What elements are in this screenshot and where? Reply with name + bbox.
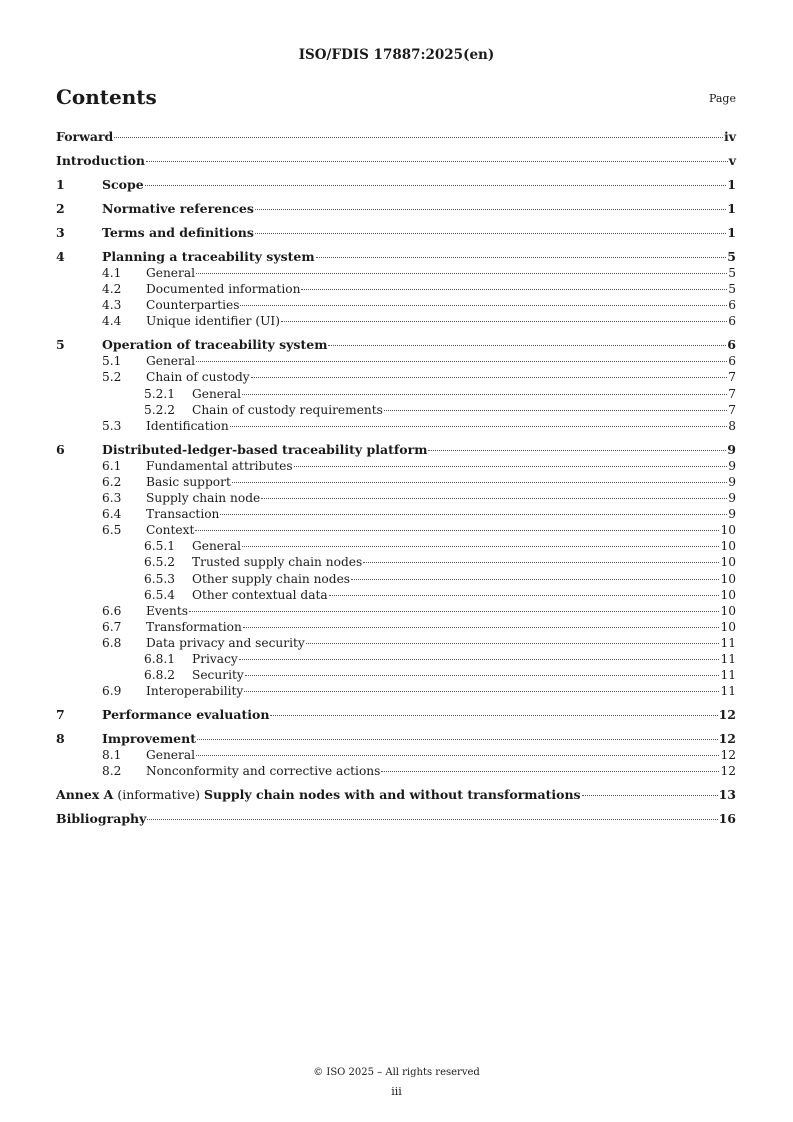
leader-dots (239, 659, 720, 660)
toc-entry-title: Identification (146, 418, 229, 433)
toc-entry-6-5-2[interactable] (56, 554, 736, 570)
annex-title: Supply chain nodes with and without transformations (204, 787, 581, 803)
toc-entry-number: 3 (56, 225, 65, 240)
toc-entry-forward[interactable] (56, 129, 736, 145)
leader-dots (301, 289, 727, 290)
toc-page-number: 5 (728, 266, 736, 280)
toc-page-number: 11 (720, 668, 736, 683)
toc-page-number: 10 (720, 603, 736, 618)
leader-dots (428, 450, 726, 451)
leader-dots (363, 562, 719, 563)
toc-entry-title: Other supply chain nodes (192, 571, 351, 586)
document-id-header: ISO/FDIS 17887:2025(en) (298, 47, 495, 63)
toc-entry-number: 6.5.1 (144, 539, 176, 554)
toc-page-number: 11 (720, 635, 736, 650)
toc-entry-title: Security (192, 668, 244, 683)
leader-dots (245, 675, 720, 676)
toc-entry-number: 5 (56, 337, 65, 353)
toc-entry-number: 5.1 (102, 354, 122, 369)
toc-entry-6-5-3[interactable] (56, 571, 736, 587)
leader-dots (281, 321, 727, 322)
toc-entry-4-2[interactable] (56, 281, 736, 297)
toc-page-number: 6 (728, 354, 736, 369)
toc-entry-number: 4.4 (102, 314, 122, 329)
toc-entry-1[interactable] (56, 177, 736, 193)
leader-dots (145, 185, 727, 186)
toc-page-number: 8 (728, 418, 736, 433)
toc-entry-6-8-2[interactable] (56, 667, 736, 683)
leader-dots (255, 209, 726, 210)
toc-entry-title: Scope (102, 177, 144, 192)
toc-page-number: 9 (728, 507, 736, 522)
toc-entry-title: Counterparties (146, 298, 240, 313)
toc-entry-title: Supply chain node (146, 491, 261, 506)
leader-dots (306, 643, 720, 644)
toc-entry-number: 6.4 (102, 507, 122, 522)
toc-page-number: 1 (727, 201, 736, 216)
toc-page-number: 10 (720, 539, 736, 554)
toc-entry-number: 6.8.1 (144, 651, 176, 666)
toc-entry-title: Introduction (56, 153, 146, 168)
toc-page-number: 10 (720, 619, 736, 634)
toc-entry-number: 6.8 (102, 635, 122, 650)
copyright-footer: © ISO 2025 – All rights reserved (313, 1067, 480, 1078)
toc-entry-4-3[interactable] (56, 297, 736, 313)
toc-entry-number: 6.9 (102, 684, 122, 699)
toc-entry-title: Normative references (102, 201, 254, 216)
toc-entry-6-5-4[interactable] (56, 587, 736, 603)
toc-entry-6-4[interactable] (56, 506, 736, 522)
leader-dots (230, 426, 728, 427)
toc-page-number: 10 (720, 587, 736, 602)
contents-heading: Contents (56, 85, 157, 109)
toc-entry-number: 8.1 (102, 748, 122, 763)
toc-page-number: 10 (720, 571, 736, 586)
leader-dots (243, 627, 720, 628)
toc-entry-6-2[interactable] (56, 474, 736, 490)
toc-page-number: 13 (718, 787, 736, 803)
toc-entry-title: Unique identifier (UI) (146, 314, 280, 329)
toc-entry-number: 5.2 (102, 370, 122, 385)
toc-entry-number: 6.8.2 (144, 668, 176, 683)
toc-entry-title: Trusted supply chain nodes (192, 555, 363, 570)
toc-entry-5-1[interactable] (56, 353, 736, 369)
toc-page-number: 9 (727, 441, 736, 457)
toc-entry-title: Improvement (102, 731, 196, 747)
toc-entry-number: 7 (56, 707, 65, 723)
toc-entry-number: 6.5.4 (144, 587, 176, 602)
page-number-footer: iii (391, 1085, 402, 1098)
toc-entry-title: Privacy (192, 651, 238, 666)
toc-entry-number: 6.3 (102, 491, 122, 506)
toc-entry-title: Other contextual data (192, 587, 328, 602)
toc-entry-title: Nonconformity and corrective actions (146, 764, 381, 779)
toc-page-number: 10 (720, 523, 736, 538)
toc-entry-title: General (146, 354, 195, 369)
toc-entry-title: Distributed-ledger-based traceability platform (102, 441, 428, 457)
toc-entry-number: 4 (56, 249, 65, 264)
toc-entry-title: General (146, 266, 195, 280)
leader-dots (220, 514, 727, 515)
toc-entry-8-2[interactable] (56, 763, 736, 779)
leader-dots (582, 795, 718, 796)
toc-entry-8[interactable] (56, 731, 736, 747)
toc-entry-title: Data privacy and security (146, 635, 305, 650)
toc-entry-title: Fundamental attributes (146, 458, 293, 473)
toc-entry-title: Planning a traceability system (102, 249, 315, 264)
toc-entry-6-6[interactable] (56, 603, 736, 619)
toc-entry-2[interactable] (56, 201, 736, 217)
toc-entry-8-1[interactable] (56, 747, 736, 763)
toc-page-number: 11 (720, 684, 736, 699)
toc-entry-number: 4.3 (102, 298, 122, 313)
toc-page-number: 12 (720, 748, 736, 763)
toc-entry-5-2[interactable] (56, 369, 736, 385)
toc-page-number: 6 (727, 337, 736, 353)
toc-entry-6-8[interactable] (56, 635, 736, 651)
toc-page-number: 1 (727, 177, 736, 192)
toc-entry-number: 1 (56, 177, 65, 192)
leader-dots (189, 611, 719, 612)
toc-page-number: 5 (727, 249, 736, 264)
leader-dots (240, 305, 727, 306)
toc-entry-title: Operation of traceability system (102, 337, 328, 353)
toc-entry-title: Forward (56, 129, 114, 144)
toc-page-number: 12 (718, 731, 736, 747)
toc-entry-number: 2 (56, 201, 65, 216)
toc-page-number: 1 (727, 225, 736, 240)
toc-entry-title: Chain of custody (146, 370, 250, 385)
toc-page-number: 6 (728, 298, 736, 313)
leader-dots (196, 273, 727, 274)
toc-entry-4[interactable] (56, 249, 736, 265)
toc-entry-number: 6 (56, 441, 65, 457)
leader-dots (242, 394, 727, 395)
leader-dots (242, 546, 719, 547)
toc-page-number: 5 (728, 282, 736, 297)
toc-entry-title: Basic support (146, 474, 231, 489)
annex-type: (informative) (113, 787, 205, 803)
toc-page-number: 7 (728, 370, 736, 385)
leader-dots (251, 377, 728, 378)
leader-dots (195, 530, 719, 531)
toc-page-number: v (728, 153, 736, 168)
leader-dots (146, 161, 728, 162)
annex-label: Annex A (56, 787, 114, 803)
toc-entry-number: 6.5.2 (144, 555, 176, 570)
toc-entry-6-1[interactable] (56, 458, 736, 474)
toc-page-number: 12 (718, 707, 736, 723)
toc-entry-7[interactable] (56, 707, 736, 723)
toc-page-number: iv (723, 129, 736, 144)
toc-page-number: 16 (718, 811, 736, 827)
toc-entry-title: Performance evaluation (102, 707, 270, 723)
toc-entry-6-5[interactable] (56, 522, 736, 538)
toc-entry-number: 5.2.2 (144, 402, 176, 417)
toc-page-number: 12 (720, 764, 736, 779)
table-of-contents (56, 129, 736, 827)
toc-entry-title: Transformation (146, 619, 242, 634)
toc-page-number: 7 (728, 386, 736, 401)
toc-entry-number: 4.2 (102, 282, 122, 297)
toc-entry-title: Chain of custody requirements (192, 402, 383, 417)
toc-entry-title: Events (146, 603, 188, 618)
toc-entry-6-8-1[interactable] (56, 651, 736, 667)
toc-page-number: 7 (728, 402, 736, 417)
toc-entry-6-7[interactable] (56, 619, 736, 635)
toc-entry-number: 8 (56, 731, 65, 747)
toc-entry-5[interactable] (56, 337, 736, 353)
leader-dots (244, 691, 719, 692)
toc-entry-title: General (192, 386, 241, 401)
page-column-label: Page (708, 92, 736, 105)
toc-entry-title: Interoperability (146, 684, 244, 699)
toc-page-number: 10 (720, 555, 736, 570)
toc-page-number: 6 (728, 314, 736, 329)
toc-entry-number: 6.5 (102, 523, 122, 538)
toc-entry-number: 8.2 (102, 764, 122, 779)
leader-dots (270, 715, 717, 716)
toc-entry-annex-a[interactable] (56, 787, 736, 803)
leader-dots (147, 819, 717, 820)
toc-entry-introduction[interactable] (56, 153, 736, 169)
toc-entry-5-3[interactable] (56, 418, 736, 434)
leader-dots (197, 739, 718, 740)
toc-entry-title: Terms and definitions (102, 225, 254, 240)
toc-page-number: 9 (728, 458, 736, 473)
toc-entry-number: 5.3 (102, 418, 122, 433)
toc-entry-6-9[interactable] (56, 683, 736, 699)
toc-entry-number: 6.2 (102, 474, 122, 489)
toc-page-number: 11 (720, 651, 736, 666)
leader-dots (232, 482, 727, 483)
toc-entry-6-5-1[interactable] (56, 538, 736, 554)
leader-dots (328, 345, 726, 346)
leader-dots (381, 771, 719, 772)
leader-dots (261, 498, 727, 499)
toc-entry-number: 6.7 (102, 619, 122, 634)
leader-dots (114, 137, 723, 138)
toc-page-number: 9 (728, 491, 736, 506)
leader-dots (329, 595, 720, 596)
leader-dots (384, 410, 727, 411)
toc-entry-5-2-2[interactable] (56, 402, 736, 418)
leader-dots (196, 361, 727, 362)
toc-entry-title: General (192, 539, 241, 554)
toc-entry-number: 4.1 (102, 266, 122, 280)
toc-entry-4-1[interactable] (56, 265, 736, 281)
toc-entry-bibliography[interactable] (56, 811, 736, 827)
toc-page-number: 9 (728, 474, 736, 489)
leader-dots (351, 579, 719, 580)
toc-entry-4-4[interactable] (56, 313, 736, 329)
toc-entry-5-2-1[interactable] (56, 386, 736, 402)
leader-dots (294, 466, 728, 467)
toc-entry-title: Bibliography (56, 811, 147, 827)
leader-dots (255, 233, 726, 234)
toc-entry-title: Context (146, 523, 195, 538)
toc-entry-3[interactable] (56, 225, 736, 241)
toc-entry-title: Transaction (146, 507, 220, 522)
toc-entry-title: Documented information (146, 282, 301, 297)
toc-entry-6-3[interactable] (56, 490, 736, 506)
leader-dots (196, 755, 719, 756)
toc-entry-title: General (146, 748, 195, 763)
toc-entry-6[interactable] (56, 442, 736, 458)
toc-entry-number: 5.2.1 (144, 386, 176, 401)
toc-entry-number: 6.6 (102, 603, 122, 618)
toc-entry-number: 6.1 (102, 458, 122, 473)
toc-entry-number: 6.5.3 (144, 571, 176, 586)
leader-dots (316, 257, 727, 258)
